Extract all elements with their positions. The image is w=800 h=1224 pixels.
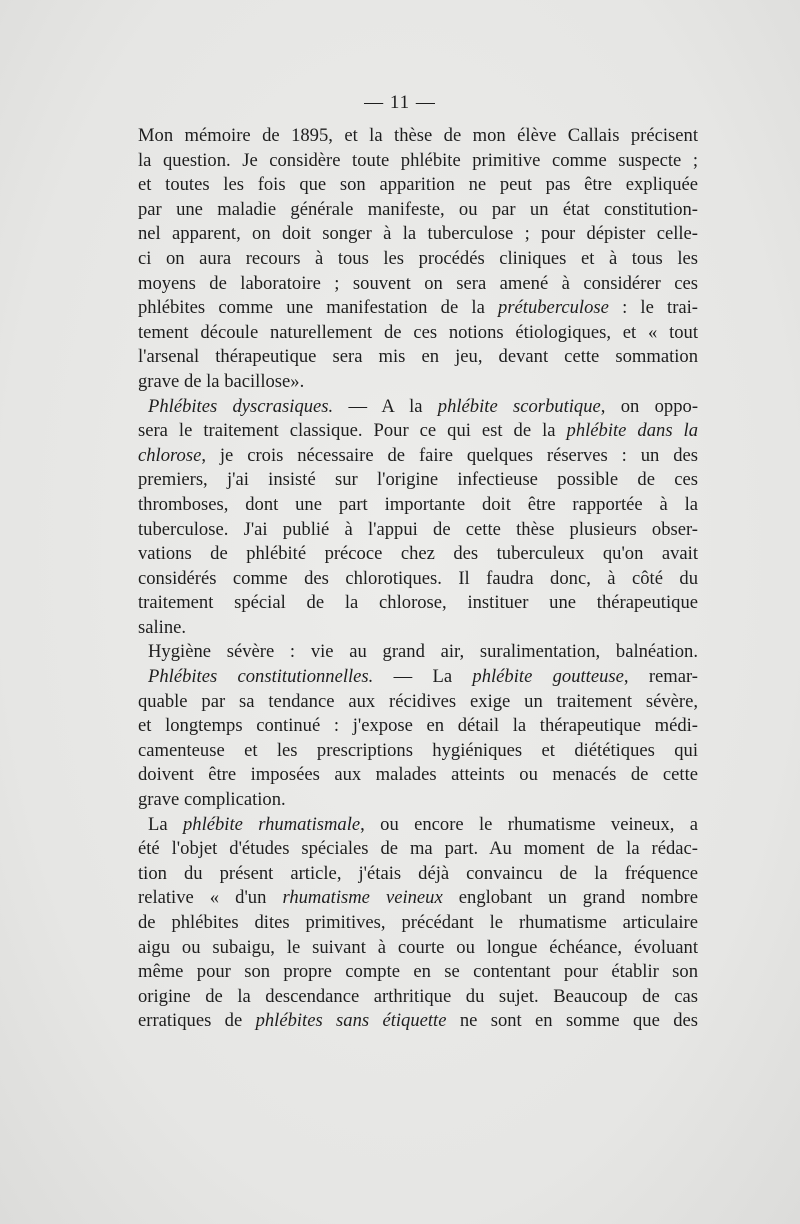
text-segment: considérés comme des chlorotiques. Il faudra donc, à côté du — [138, 567, 698, 589]
text-line — [138, 788, 698, 813]
text-segment: doivent être imposées aux malades atteints ou menacés de cette — [138, 764, 698, 786]
text-line — [138, 985, 698, 1010]
italic-text: Phlébites constitutionnelles. — [148, 666, 374, 688]
text-line — [138, 247, 698, 272]
text-segment: et longtemps continué : j'expose en détail la thérapeutique médi- — [138, 715, 698, 737]
text-segment: thromboses, dont une part importante doit être rapportée à la — [138, 493, 698, 515]
text-segment: tement découle naturellement de ces notions étiologiques, et « tout — [138, 321, 698, 343]
text-segment: par une maladie générale manifeste, ou par un état constitution- — [138, 198, 698, 220]
text-line — [138, 542, 698, 567]
text-segment: même pour son propre compte en se contentant pour établir son — [138, 961, 698, 983]
text-segment: vations de phlébité précoce chez des tuberculeux qu'on avait — [138, 543, 698, 565]
text-segment: camenteuse et les prescriptions hygiéniques et diététiques qui — [138, 739, 698, 761]
text-line — [138, 665, 698, 690]
text-line — [138, 640, 698, 665]
italic-text: Phlébites dyscrasiques. — [148, 395, 334, 417]
text-line — [138, 862, 698, 887]
text-segment: , je crois nécessaire de faire quelques réserves : un des — [201, 444, 698, 466]
text-segment: quable par sa tendance aux récidives exige un traitement sévère, — [138, 690, 698, 712]
text-line — [138, 198, 698, 223]
italic-text: phlébite dans la — [566, 420, 699, 442]
text-line — [138, 468, 698, 493]
text-line — [138, 616, 698, 641]
text-line — [138, 960, 698, 985]
text-line — [138, 321, 698, 346]
text-line — [138, 444, 698, 469]
text-segment: aigu ou subaigu, le suivant à courte ou longue échéance, évoluant — [138, 936, 698, 958]
text-segment: — La — [373, 666, 473, 688]
text-segment: La — [148, 813, 183, 835]
text-line — [138, 690, 698, 715]
text-line — [138, 518, 698, 543]
italic-text: chlorose — [138, 444, 202, 466]
text-line — [138, 173, 698, 198]
text-segment: la question. Je considère toute phlébite primitive comme suspecte ; — [138, 149, 698, 171]
text-segment: nel apparent, on doit songer à la tuberculose ; pour dépister celle- — [138, 223, 698, 245]
text-segment: sera le traitement classique. Pour ce qui est de la — [138, 420, 567, 442]
text-segment: moyens de laboratoire ; souvent on sera amené à considérer ces — [138, 272, 698, 294]
text-line — [138, 124, 698, 149]
italic-text: phlébites sans étiquette — [255, 1010, 447, 1032]
text-line — [138, 591, 698, 616]
text-segment: grave de la bacillose». — [138, 370, 305, 392]
text-segment: ne sont en somme que des — [446, 1010, 698, 1032]
text-line — [138, 886, 698, 911]
text-segment: saline. — [138, 616, 187, 638]
text-segment: Hygiène sévère : vie au grand air, suralimentation, balnéation. — [148, 641, 698, 663]
italic-text: phlébite rhumatismale — [182, 813, 361, 835]
text-line — [138, 739, 698, 764]
text-segment: grave complication. — [138, 789, 286, 811]
text-segment: erratiques de — [138, 1010, 256, 1032]
text-line — [138, 149, 698, 174]
body-text — [138, 124, 698, 1034]
text-segment: — A la — [333, 395, 438, 417]
text-line — [138, 567, 698, 592]
text-segment: ci on aura recours à tous les procédés cliniques et à tous les — [138, 247, 698, 269]
text-segment: premiers, j'ai insisté sur l'origine infectieuse possible de ces — [138, 469, 698, 491]
text-segment: origine de la descendance arthritique du sujet. Beaucoup de cas — [138, 985, 698, 1007]
text-line — [138, 395, 698, 420]
text-line — [138, 419, 698, 444]
text-segment: phlébites comme une manifestation de la — [138, 297, 499, 319]
text-segment: traitement spécial de la chlorose, instituer une thérapeutique — [138, 592, 698, 614]
italic-text: prétuberculose — [498, 297, 609, 319]
text-segment: l'arsenal thérapeutique sera mis en jeu, devant cette sommation — [138, 346, 698, 368]
text-line — [138, 345, 698, 370]
text-segment: , ou encore le rhumatisme veineux, a — [360, 813, 699, 835]
text-segment: et toutes les fois que son apparition ne peut pas être expliquée — [138, 174, 698, 196]
text-segment: , remar- — [623, 666, 698, 688]
text-segment: relative « d'un — [138, 887, 283, 909]
text-line — [138, 296, 698, 321]
text-segment: été l'objet d'études spéciales de ma part. Au moment de la rédac- — [138, 838, 698, 860]
text-line — [138, 493, 698, 518]
text-line — [138, 813, 698, 838]
text-line — [138, 837, 698, 862]
text-line — [138, 222, 698, 247]
text-line — [138, 370, 698, 395]
text-line — [138, 272, 698, 297]
text-segment: tuberculose. J'ai publié à l'appui de cette thèse plusieurs obser- — [138, 518, 698, 540]
text-segment: , on oppo- — [600, 395, 699, 417]
italic-text: phlébite scorbutique — [437, 395, 601, 417]
page-number: — 11 — — [364, 92, 436, 113]
italic-text: rhumatisme veineux — [282, 887, 443, 909]
text-segment: de phlébites dites primitives, précédant le rhumatisme articulaire — [138, 912, 698, 933]
text-segment: englobant un grand nombre — [442, 887, 698, 909]
text-line — [138, 1009, 698, 1034]
text-segment: Mon mémoire de 1895, et la thèse de mon élève Callais précisent — [138, 125, 698, 146]
text-line — [138, 936, 698, 961]
italic-text: phlébite goutteuse — [472, 666, 624, 688]
text-segment: tion du présent article, j'étais déjà convaincu de la fréquence — [138, 862, 698, 884]
text-line — [138, 714, 698, 739]
text-line — [138, 911, 698, 936]
text-line — [138, 763, 698, 788]
text-segment: : le trai- — [608, 297, 698, 319]
